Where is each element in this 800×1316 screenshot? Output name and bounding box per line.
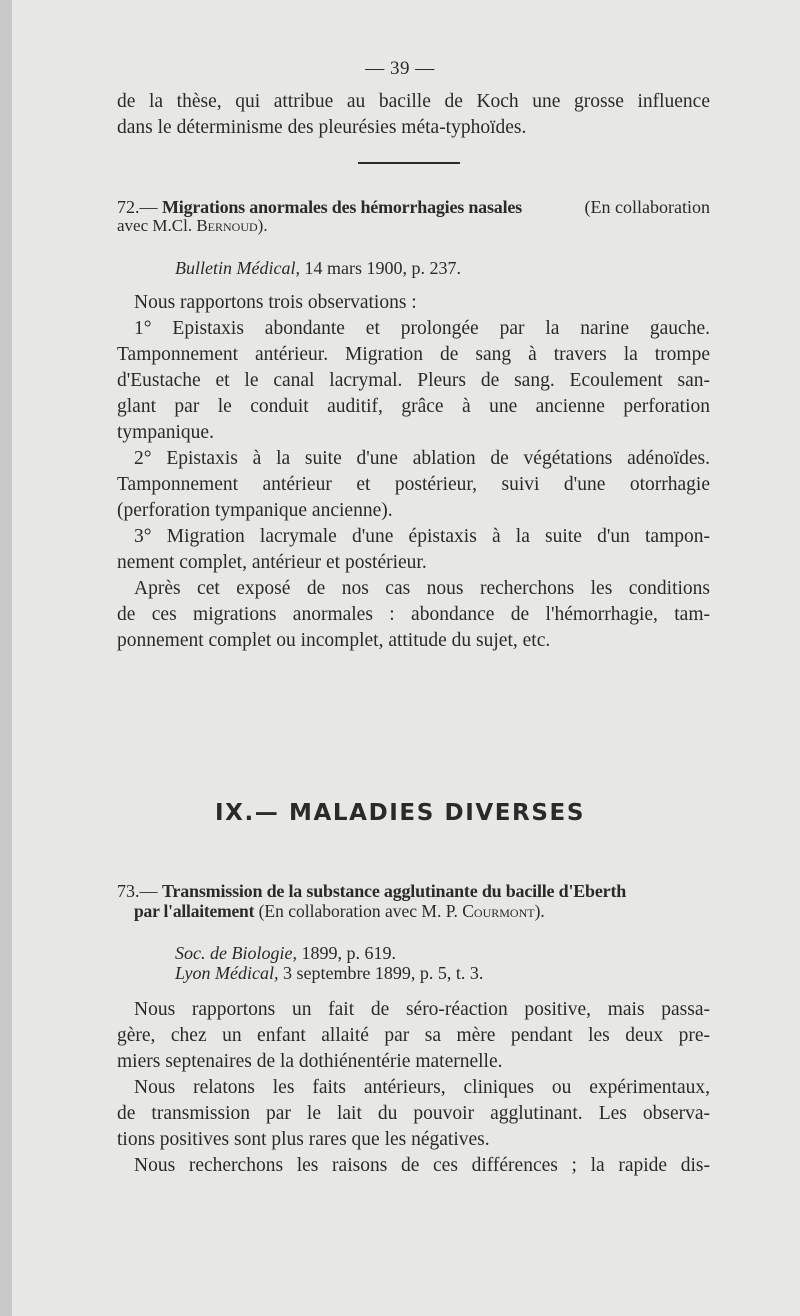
entry-73-coauthor: Courmont — [462, 901, 535, 921]
entry-72-line-8: Tamponnement antérieur et postérieur, suivi d'une otorrhagie — [117, 474, 710, 495]
entry-72-line-11: nement complet, antérieur et postérieur. — [117, 552, 427, 573]
entry-73-reference-2 — [175, 962, 483, 984]
entry-72-coauthor: Bernoud — [196, 216, 258, 235]
entry-73-collab-suffix: ). — [534, 901, 545, 921]
entry-72-line-14: ponnement complet ou incomplet, attitude du sujet, etc. — [117, 630, 551, 651]
entry-73-title-line2: par l'allaitement — [134, 901, 255, 921]
entry-73-line-5: de transmission par le lait du pouvoir agglutinant. Les observa- — [117, 1103, 710, 1124]
entry-73-journal-2: Lyon Médical, — [175, 963, 279, 983]
entry-72-line-7: 2° Epistaxis à la suite d'une ablation de végétations adénoïdes. — [134, 448, 710, 469]
entry-72-ref-details: 14 mars 1900, p. 237. — [304, 258, 461, 278]
entry-72-line-1: Nous rapportons trois observations : — [134, 292, 417, 313]
entry-72-line-2: 1° Epistaxis abondante et prolongée par la narine gauche. — [134, 318, 710, 339]
entry-72-collab: (En collaboration — [584, 197, 710, 217]
entry-73-line-4: Nous relatons les faits antérieurs, cliniques ou expérimentaux, — [134, 1077, 710, 1098]
entry-73-heading-line2 — [134, 900, 545, 922]
entry-73-heading — [117, 880, 626, 902]
entry-72-number: 72.— — [117, 197, 158, 217]
entry-72-collab-suffix: ). — [257, 216, 268, 235]
entry-72-title: Migrations anormales des hémorrhagies nasales — [162, 197, 522, 217]
entry-73-journal-1: Soc. de Biologie, — [175, 943, 297, 963]
entry-72-line-9: (perforation tympanique ancienne). — [117, 500, 393, 521]
entry-73-reference-1 — [175, 942, 396, 964]
intro-line-1: de la thèse, qui attribue au bacille de Koch une grosse influence — [117, 91, 710, 112]
entry-72-reference — [175, 257, 461, 279]
entry-72-line-10: 3° Migration lacrymale d'une épistaxis à la suite d'un tampon- — [134, 526, 710, 547]
entry-73-number: 73.— — [117, 881, 158, 901]
entry-72-line-3: Tamponnement antérieur. Migration de sang à travers la trompe — [117, 344, 710, 365]
intro-line-2: dans le déterminisme des pleurésies méta-typhoïdes. — [117, 117, 527, 138]
entry-73-ref-details-2: 3 septembre 1899, p. 5, t. 3. — [282, 963, 484, 983]
section-heading: IX.— MALADIES DIVERSES — [214, 800, 586, 826]
entry-73-line-2: gère, chez un enfant allaité par sa mère pendant les deux pre- — [117, 1025, 710, 1046]
entry-72-journal: Bulletin Médical, — [175, 258, 300, 278]
entry-73-line-6: tions positives sont plus rares que les négatives. — [117, 1129, 490, 1150]
section-divider — [358, 162, 460, 164]
entry-73-collab: (En collaboration avec M. P. — [258, 901, 458, 921]
entry-72-heading-line2 — [117, 215, 268, 237]
entry-72-collab-prefix: avec M.Cl. — [117, 216, 193, 235]
entry-73-line-3: miers septenaires de la dothiénentérie maternelle. — [117, 1051, 503, 1072]
entry-73-line-7: Nous recherchons les raisons de ces différences ; la rapide dis- — [134, 1155, 710, 1176]
entry-73-title-line1: Transmission de la substance agglutinante du bacille d'Eberth — [162, 881, 627, 901]
entry-72-line-4: d'Eustache et le canal lacrymal. Pleurs de sang. Ecoulement san- — [117, 370, 710, 391]
entry-72-line-5: glant par le conduit auditif, grâce à une ancienne perforation — [117, 396, 710, 417]
entry-72-line-13: de ces migrations anormales : abondance de l'hémorrhagie, tam- — [117, 604, 710, 625]
entry-73-ref-details-1: 1899, p. 619. — [301, 943, 396, 963]
entry-72-line-6: tympanique. — [117, 422, 214, 443]
entry-73-line-1: Nous rapportons un fait de séro-réaction positive, mais passa- — [134, 999, 710, 1020]
page-number: — 39 — — [365, 58, 435, 79]
entry-72-line-12: Après cet exposé de nos cas nous recherchons les conditions — [134, 578, 710, 599]
